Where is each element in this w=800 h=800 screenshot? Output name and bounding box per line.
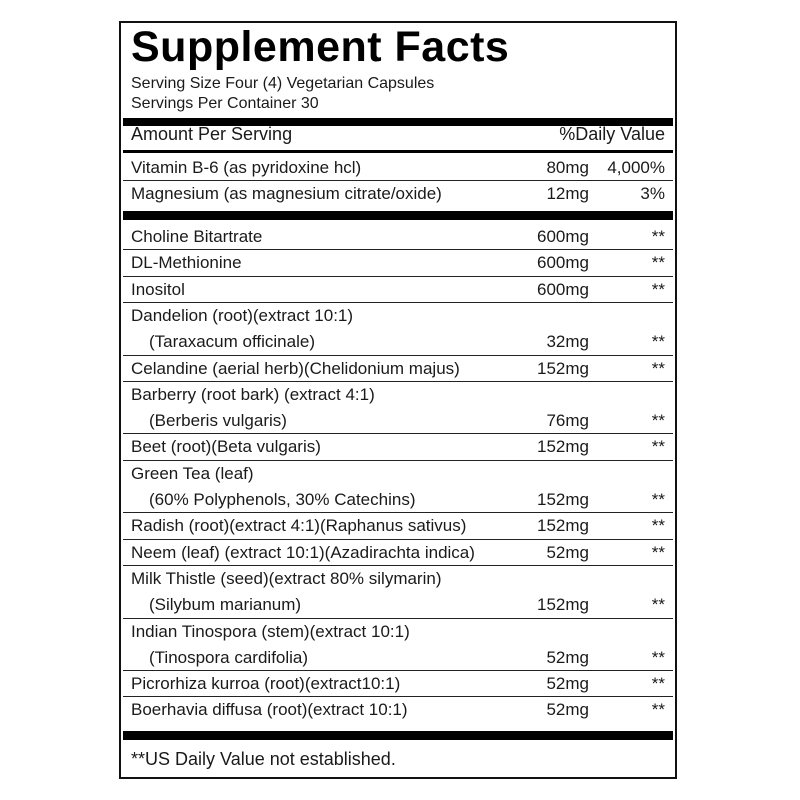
ingredient-amount: 152mg: [537, 516, 589, 536]
ingredient-daily-value: **: [651, 647, 665, 667]
ingredient-daily-value: **: [651, 279, 665, 299]
ingredient-daily-value: **: [651, 674, 665, 694]
ingredient-amount: 152mg: [537, 595, 589, 615]
ingredient-name: (Silybum marianum): [149, 595, 302, 615]
ingredient-row: [121, 644, 675, 670]
ingredient-amount: 152mg: [537, 490, 589, 509]
ingredient-row: [121, 249, 675, 275]
ingredient-name: DL-Methionine: [131, 253, 242, 273]
serving-size: Serving Size Four (4) Vegetarian Capsules: [131, 75, 435, 92]
ingredient-row: [121, 486, 675, 512]
nutrient-name: Magnesium (as magnesium citrate/oxide): [131, 184, 442, 203]
ingredient-row: [121, 407, 675, 433]
amount-per-serving-heading: Amount Per Serving: [131, 124, 293, 144]
ingredient-daily-value: **: [651, 595, 665, 615]
supplement-facts-panel: [119, 21, 677, 779]
ingredient-daily-value: **: [651, 490, 665, 509]
ingredient-amount: 152mg: [537, 358, 589, 378]
ingredient-name: Radish (root)(extract 4:1)(Raphanus sativus): [131, 516, 467, 536]
ingredient-name: Choline Bitartrate: [131, 227, 263, 246]
footnote: **US Daily Value not established.: [131, 749, 396, 769]
ingredient-daily-value: **: [651, 253, 665, 273]
ingredient-name: (Berberis vulgaris): [149, 411, 287, 431]
vitamin-row: [121, 180, 675, 206]
ingredient-row: [121, 328, 675, 354]
ingredient-name: Celandine (aerial herb)(Chelidonium majus): [131, 358, 460, 378]
vitamin-row: [121, 154, 675, 180]
ingredient-amount: 152mg: [537, 437, 589, 457]
ingredient-daily-value: **: [651, 358, 665, 378]
ingredient-row: [121, 539, 675, 565]
ingredient-row: [121, 618, 675, 644]
ingredient-amount: 76mg: [546, 411, 589, 431]
ingredient-name: (Taraxacum officinale): [149, 332, 315, 352]
ingredient-amount: 52mg: [546, 542, 589, 562]
nutrient-amount: 12mg: [546, 184, 589, 203]
ingredient-name: Beet (root)(Beta vulgaris): [131, 437, 321, 457]
ingredient-amount: 52mg: [546, 647, 589, 667]
ingredient-row: [121, 591, 675, 617]
ingredient-name: Inositol: [131, 279, 185, 299]
ingredient-amount: 32mg: [546, 332, 589, 352]
ingredient-row: [121, 696, 675, 722]
ingredient-amount: 600mg: [537, 279, 589, 299]
servings-per-container: Servings Per Container 30: [131, 95, 319, 112]
ingredient-name: Picrorhiza kurroa (root)(extract10:1): [131, 674, 401, 694]
nutrient-daily-value: 4,000%: [607, 158, 665, 177]
ingredient-daily-value: **: [651, 437, 665, 457]
ingredient-row: [121, 460, 675, 486]
ingredient-row: [121, 670, 675, 696]
ingredient-amount: 600mg: [537, 253, 589, 273]
ingredient-name: Boerhavia diffusa (root)(extract 10:1): [131, 700, 408, 720]
ingredient-amount: 52mg: [546, 700, 589, 720]
ingredient-daily-value: **: [651, 542, 665, 562]
ingredient-row: [121, 512, 675, 538]
ingredient-row: [121, 302, 675, 328]
thick-divider-middle: [123, 211, 673, 220]
ingredient-row: [121, 381, 675, 407]
ingredient-name: Indian Tinospora (stem)(extract 10:1): [131, 621, 410, 641]
ingredient-name: Milk Thistle (seed)(extract 80% silymarin): [131, 568, 442, 588]
ingredient-name: (Tinospora cardifolia): [149, 647, 309, 667]
ingredient-name: (60% Polyphenols, 30% Catechins): [149, 490, 416, 509]
ingredient-daily-value: **: [651, 516, 665, 536]
daily-value-heading: %Daily Value: [559, 124, 665, 144]
ingredient-name: Barberry (root bark) (extract 4:1): [131, 384, 375, 404]
panel-title: Supplement Facts: [131, 23, 510, 71]
ingredient-daily-value: **: [651, 411, 665, 431]
ingredient-daily-value: **: [651, 700, 665, 720]
nutrient-daily-value: 3%: [640, 184, 665, 203]
thick-divider-bottom: [123, 731, 673, 740]
ingredient-amount: 52mg: [546, 674, 589, 694]
ingredient-row: [121, 433, 675, 459]
ingredient-daily-value: **: [651, 332, 665, 352]
nutrient-name: Vitamin B-6 (as pyridoxine hcl): [131, 158, 362, 177]
medium-divider: [123, 150, 673, 153]
ingredient-name: Dandelion (root)(extract 10:1): [131, 305, 354, 325]
ingredient-amount: 600mg: [537, 227, 589, 246]
ingredient-row: [121, 223, 675, 249]
ingredient-name: Green Tea (leaf): [131, 463, 254, 483]
nutrient-amount: 80mg: [546, 158, 589, 177]
ingredient-row: [121, 276, 675, 302]
ingredient-row: [121, 355, 675, 381]
ingredient-row: [121, 565, 675, 591]
ingredient-name: Neem (leaf) (extract 10:1)(Azadirachta indica): [131, 542, 475, 562]
ingredient-daily-value: **: [651, 227, 665, 246]
